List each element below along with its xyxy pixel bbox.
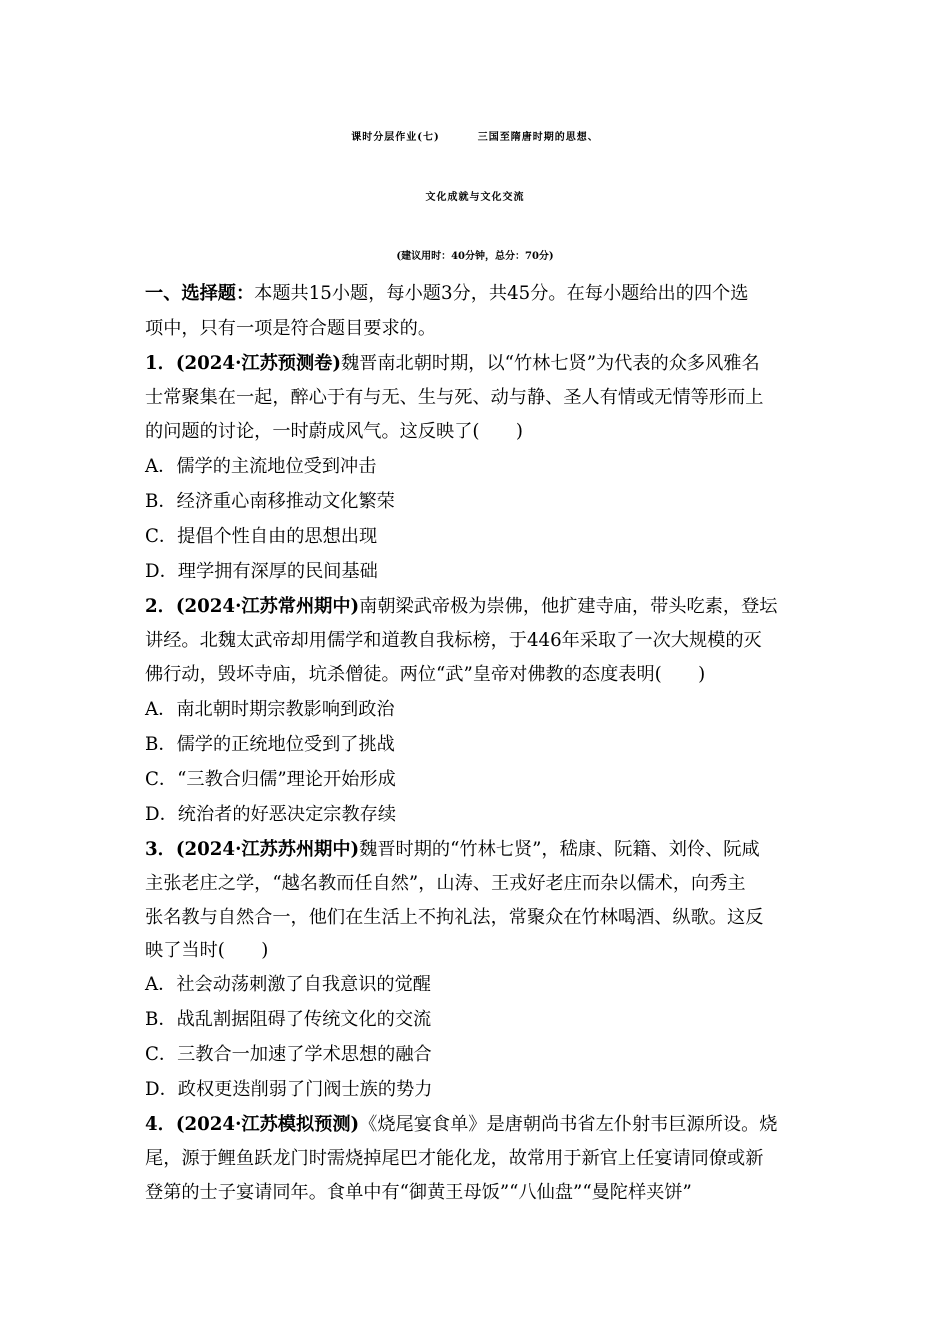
question-1-number: 1． — [145, 353, 176, 374]
question-3-option-a: A．社会动荡刺激了自我意识的觉醒 — [145, 974, 431, 995]
question-2-option-d: D．统治者的好恶决定宗教存续 — [145, 804, 397, 825]
question-1-option-c: C．提倡个性自由的思想出现 — [145, 526, 378, 547]
question-1-source: (2024·江苏预测卷) — [175, 353, 341, 374]
question-1-line-1: 1．(2024·江苏预测卷)魏晋南北朝时期，以“竹林七贤”为代表的众多风雅名 — [145, 353, 760, 374]
title-part-a: 课时分层作业(七) — [351, 132, 440, 143]
title-part-b: 三国至隋唐时期的思想、 — [477, 132, 599, 143]
section-label: 一、选择题： — [145, 283, 255, 304]
section-instructions-line-2: 项中，只有一项是符合题目要求的。 — [145, 318, 437, 339]
question-1-option-a: A．儒学的主流地位受到冲击 — [145, 456, 377, 477]
question-3-line-4: 映了当时( ) — [145, 940, 269, 961]
question-2-line-3: 佛行动，毁坏寺庙，坑杀僧徒。两位“武”皇帝对佛教的态度表明( ) — [145, 664, 706, 685]
question-3-line-2: 主张老庄之学，“越名教而任自然”，山涛、王戎好老庄而杂以儒术，向秀主 — [145, 873, 746, 894]
question-1-line-2: 士常聚集在一起，醉心于有与无、生与死、动与静、圣人有情或无情等形而上 — [145, 387, 764, 408]
question-2-option-a: A．南北朝时期宗教影响到政治 — [145, 699, 395, 720]
question-2-number: 2． — [145, 596, 176, 617]
question-1-line-3: 的问题的讨论，一时蔚成风气。这反映了( ) — [145, 421, 523, 442]
question-2-option-b: B．儒学的正统地位受到了挑战 — [145, 734, 395, 755]
question-3-number: 3． — [145, 839, 176, 860]
section-instructions-line-1: 一、选择题：本题共15小题，每小题3分，共45分。在每小题给出的四个选 — [145, 283, 749, 304]
question-4-line-2: 尾，源于鲤鱼跃龙门时需烧掉尾巴才能化龙，故常用于新官上任宴请同僚或新 — [145, 1148, 764, 1169]
page-title-line-1 — [0, 128, 950, 143]
question-1-option-d: D．理学拥有深厚的民间基础 — [145, 561, 378, 582]
question-3-line-3: 张名教与自然合一，他们在生活上不拘礼法，常聚众在竹林喝酒、纵歌。这反 — [145, 907, 764, 928]
question-4-number: 4． — [145, 1114, 176, 1135]
question-4-line-3: 登第的士子宴请同年。食单中有“御黄王母饭”“八仙盘”“曼陀样夹饼” — [145, 1182, 692, 1203]
question-4-line-1: 4．(2024·江苏模拟预测)《烧尾宴食单》是唐朝尚书省左仆射韦巨源所设。烧 — [145, 1114, 778, 1135]
question-2-line-2: 讲经。北魏太武帝却用儒学和道教自我标榜，于446年采取了一次大规模的灭 — [145, 630, 762, 651]
time-score-note: (建议用时：40分钟，总分：70分) — [396, 251, 554, 262]
question-3-option-b: B．战乱割据阻碍了传统文化的交流 — [145, 1009, 432, 1030]
question-3-option-c: C．三教合一加速了学术思想的融合 — [145, 1044, 432, 1065]
question-4-source: (2024·江苏模拟预测) — [175, 1114, 360, 1135]
question-2-line-1: 2．(2024·江苏常州期中)南朝梁武帝极为崇佛，他扩建寺庙，带头吃素，登坛 — [145, 596, 778, 617]
question-3-option-d: D．政权更迭削弱了门阀士族的势力 — [145, 1079, 433, 1100]
page-title-line-2: 文化成就与文化交流 — [425, 192, 525, 203]
question-2-option-c: C．“三教合归儒”理论开始形成 — [145, 769, 396, 790]
question-3-source: (2024·江苏苏州期中) — [175, 839, 360, 860]
question-1-option-b: B．经济重心南移推动文化繁荣 — [145, 491, 395, 512]
question-2-source: (2024·江苏常州期中) — [175, 596, 360, 617]
question-3-line-1: 3．(2024·江苏苏州期中)魏晋时期的“竹林七贤”，嵇康、阮籍、刘伶、阮咸 — [145, 839, 760, 860]
